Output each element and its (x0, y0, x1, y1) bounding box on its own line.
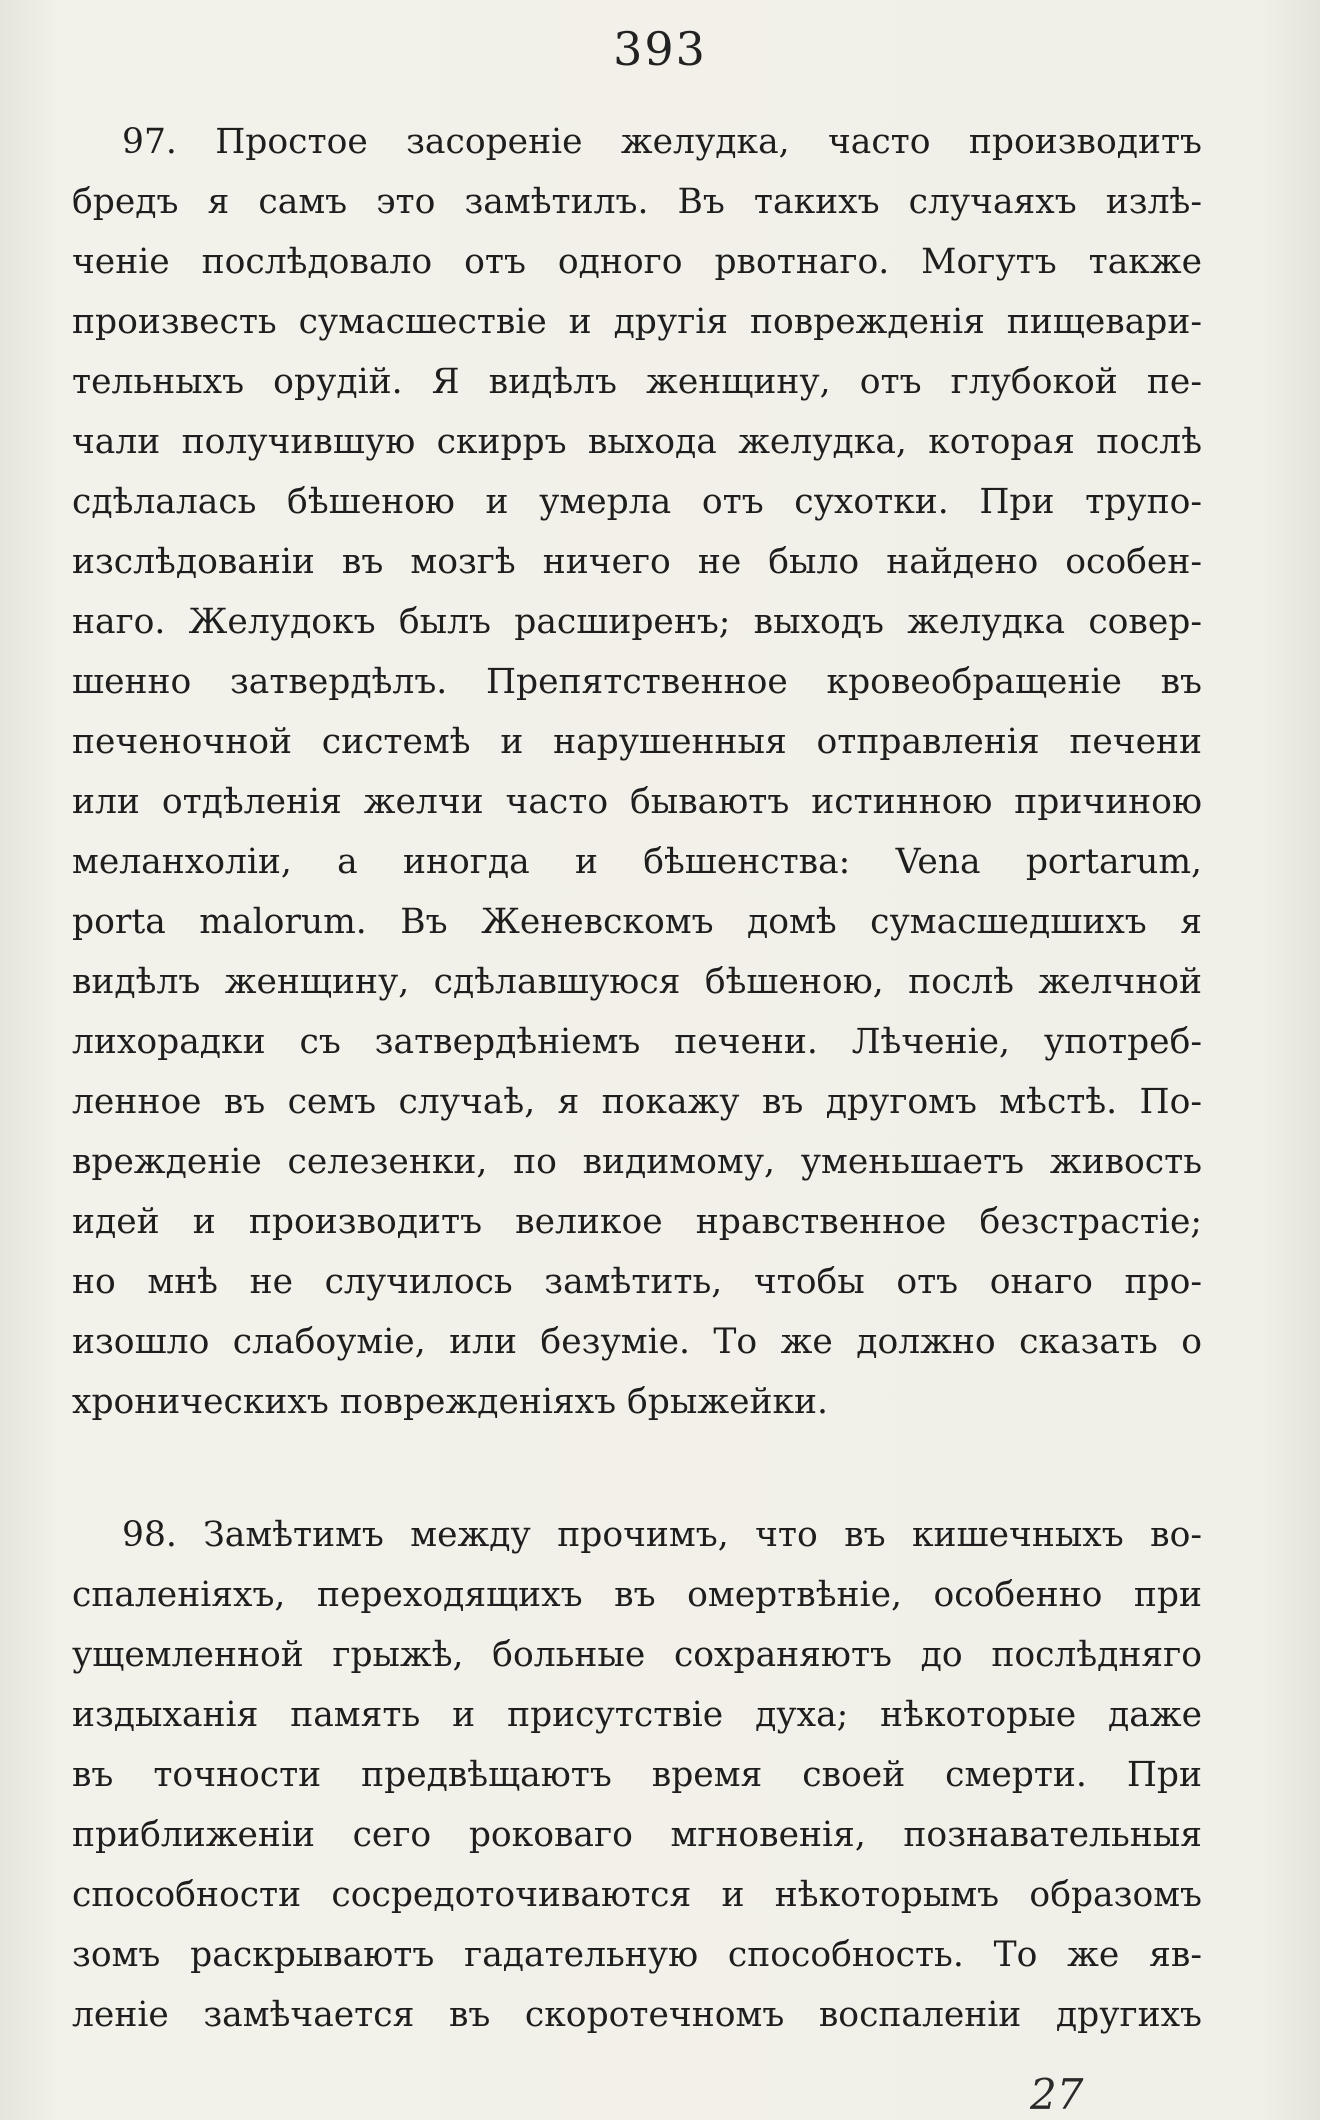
text-line: зомъ раскрываютъ гадательную способность. То же яв- (72, 1935, 1202, 1975)
text-line: печеночной системѣ и нарушенныя отправленія печени (72, 722, 1202, 762)
text-line: изошло слабоуміе, или безуміе. То же должно сказать о (72, 1322, 1202, 1362)
text-line: изслѣдованіи въ мозгѣ ничего не было найдено особен- (72, 542, 1202, 582)
text-line: видѣлъ женщину, сдѣлавшуюся бѣшеною, послѣ желчной (72, 962, 1202, 1002)
text-line: хроническихъ поврежденіяхъ брыжейки. (72, 1382, 829, 1422)
text-line: ченіе послѣдовало отъ одного рвотнаго. Могутъ также (72, 242, 1202, 282)
text-line: спаленіяхъ, переходящихъ въ омертвѣніе, особенно при (72, 1575, 1202, 1615)
text-line: бредъ я самъ это замѣтилъ. Въ такихъ случаяхъ излѣ- (72, 182, 1202, 222)
text-line: меланхоліи, а иногда и бѣшенства: Vena portarum, (72, 842, 1202, 882)
text-line: произвесть сумасшествіе и другія поврежденія пищевари- (72, 302, 1202, 342)
text-line: приближеніи сего роковаго мгновенія, познавательныя (72, 1815, 1202, 1855)
text-line: или отдѣленія желчи часто бываютъ истинною причиною (72, 782, 1202, 822)
text-line: способности сосредоточиваются и нѣкоторымъ образомъ (72, 1875, 1202, 1915)
text-line: 97. Простое засореніе желудка, часто производитъ (122, 122, 1202, 162)
text-line: сдѣлалась бѣшеною и умерла отъ сухотки. При трупо- (72, 482, 1202, 522)
text-line: наго. Желудокъ былъ расширенъ; выходъ желудка совер- (72, 602, 1202, 642)
text-line: издыханія память и присутствіе духа; нѣкоторые даже (72, 1695, 1202, 1735)
signature-mark: 27 (1030, 2070, 1084, 2119)
text-line: тельныхъ орудій. Я видѣлъ женщину, отъ глубокой пе- (72, 362, 1202, 402)
text-line: 98. Замѣтимъ между прочимъ, что въ кишечныхъ во- (122, 1515, 1202, 1555)
text-line: врежденіе селезенки, по видимому, уменьшаетъ живость (72, 1142, 1202, 1182)
text-line: идей и производитъ великое нравственное безстрастіе; (72, 1202, 1202, 1242)
text-line: ущемленной грыжѣ, больные сохраняютъ до послѣдняго (72, 1635, 1202, 1675)
text-line: леніе замѣчается въ скоротечномъ воспаленіи другихъ (72, 1995, 1202, 2035)
text-line: ленное въ семъ случаѣ, я покажу въ другомъ мѣстѣ. По- (72, 1082, 1202, 1122)
text-line: но мнѣ не случилось замѣтить, чтобы отъ онаго про- (72, 1262, 1202, 1302)
text-line: чали получившую скирръ выхода желудка, которая послѣ (72, 422, 1202, 462)
text-line: лихорадки съ затвердѣніемъ печени. Лѣченіе, употреб- (72, 1022, 1202, 1062)
text-line: шенно затвердѣлъ. Препятственное кровеобращеніе въ (72, 662, 1202, 702)
page-number: 393 (613, 22, 707, 76)
text-line: porta malorum. Въ Женевскомъ домѣ сумасшедшихъ я (72, 902, 1202, 942)
text-line: въ точности предвѣщаютъ время своей смерти. При (72, 1755, 1202, 1795)
